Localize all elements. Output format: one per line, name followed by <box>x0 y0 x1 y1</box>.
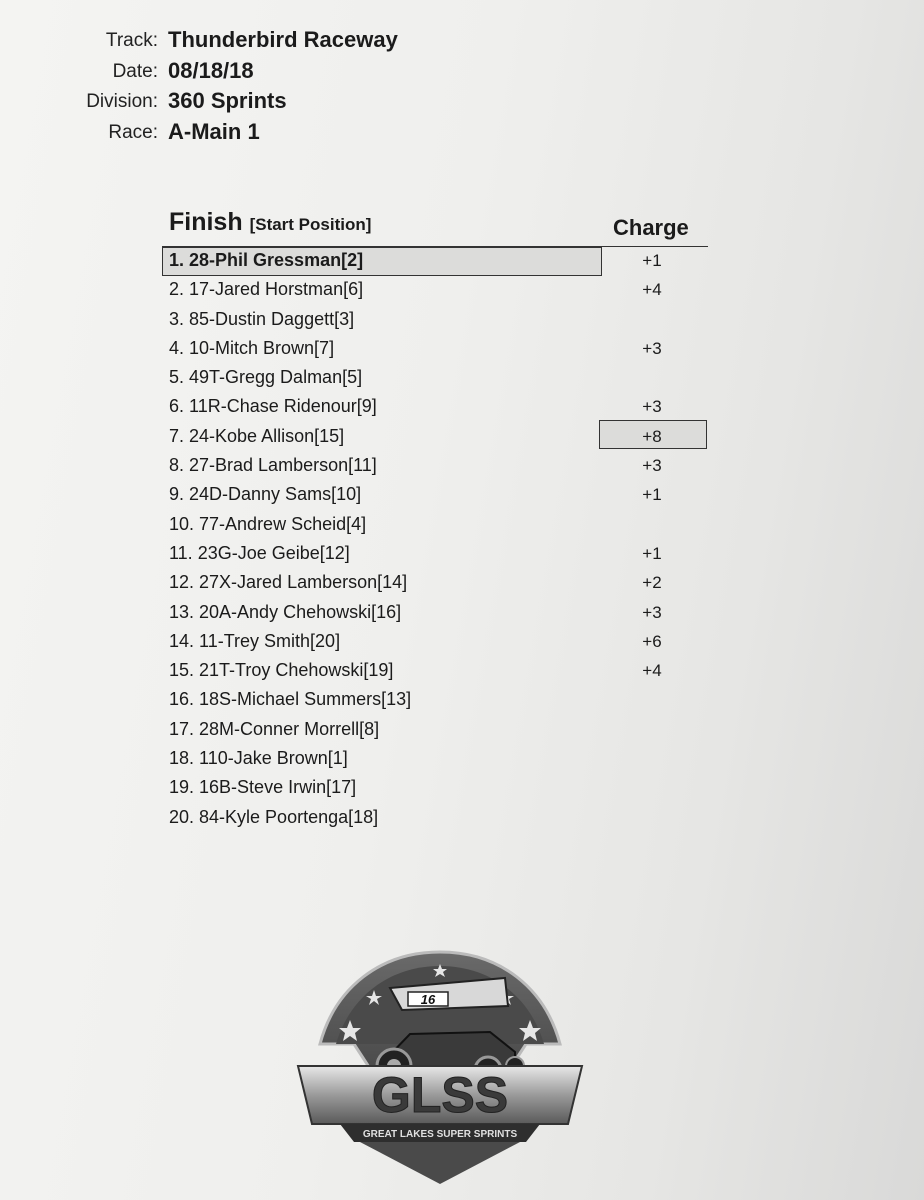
driver-name: 13. 20A-Andy Chehowski[16] <box>169 601 402 622</box>
charge-value: +6 <box>642 631 662 651</box>
charge-value: +3 <box>642 456 662 476</box>
glss-logo <box>290 948 590 1188</box>
result-row <box>162 599 708 628</box>
driver-name: 11. 23G-Joe Geibe[12] <box>169 542 350 563</box>
driver-name: 18. 110-Jake Brown[1] <box>169 748 348 769</box>
result-row <box>162 569 708 598</box>
result-row <box>162 364 708 393</box>
charge-value: +3 <box>642 397 662 417</box>
driver-name: 6. 11R-Chase Ridenour[9] <box>169 396 377 417</box>
date-label: Date: <box>112 60 158 82</box>
driver-name: 2. 17-Jared Horstman[6] <box>169 279 364 300</box>
driver-name: 8. 27-Brad Lamberson[11] <box>169 455 377 476</box>
driver-name: 3. 85-Dustin Daggett[3] <box>169 308 355 329</box>
driver-name: 17. 28M-Conner Morrell[8] <box>169 718 380 739</box>
charge-value: +1 <box>642 543 662 563</box>
results-rows <box>162 247 708 833</box>
charge-value: +1 <box>642 485 662 505</box>
results-table <box>162 206 708 833</box>
charge-value: +4 <box>642 280 662 300</box>
result-row <box>162 540 708 569</box>
driver-name: 4. 10-Mitch Brown[7] <box>169 337 335 358</box>
division-label: Division: <box>86 91 158 112</box>
charge-value: +8 <box>642 426 662 446</box>
start-position-label: [Start Position] <box>249 215 372 234</box>
result-row <box>162 306 708 335</box>
result-row <box>162 247 708 276</box>
driver-name: 15. 21T-Troy Chehowski[19] <box>169 660 394 681</box>
division-value: 360 Sprints <box>168 88 287 113</box>
charge-value: +4 <box>642 661 662 681</box>
driver-name: 12. 27X-Jared Lamberson[14] <box>169 572 408 593</box>
driver-name: 10. 77-Andrew Scheid[4] <box>169 513 367 534</box>
result-row <box>162 452 708 481</box>
driver-name: 5. 49T-Gregg Dalman[5] <box>169 367 363 388</box>
finish-label: Finish <box>169 208 243 236</box>
result-row <box>162 657 708 686</box>
track-label: Track: <box>105 30 158 51</box>
charge-value: +3 <box>642 602 662 622</box>
charge-value: +1 <box>642 251 662 270</box>
track-value: Thunderbird Raceway <box>168 27 398 52</box>
race-label: Race: <box>108 121 158 143</box>
result-row <box>162 335 708 364</box>
charge-value: +3 <box>642 338 662 358</box>
driver-name: 1. 28-Phil Gressman[2] <box>169 250 364 270</box>
results-header <box>162 206 708 247</box>
result-row <box>162 511 708 540</box>
result-row <box>162 276 708 305</box>
logo-tagline: GREAT LAKES SUPER SPRINTS <box>362 1129 518 1140</box>
driver-name: 16. 18S-Michael Summers[13] <box>169 689 412 710</box>
result-row <box>162 393 708 422</box>
result-row <box>162 481 708 510</box>
result-row <box>162 628 708 657</box>
race-value: A-Main 1 <box>168 118 260 144</box>
finish-heading <box>169 208 371 237</box>
logo-text: GLSS <box>371 1067 509 1123</box>
date-value: 08/18/18 <box>168 57 254 83</box>
logo-car-number: 16 <box>420 992 436 1007</box>
charge-value: +2 <box>642 573 662 593</box>
driver-name: 19. 16B-Steve Irwin[17] <box>169 777 357 798</box>
result-row <box>162 774 708 803</box>
result-row <box>162 423 708 452</box>
driver-name: 7. 24-Kobe Allison[15] <box>169 425 345 446</box>
driver-name: 20. 84-Kyle Poortenga[18] <box>169 806 379 827</box>
result-row <box>162 804 708 833</box>
result-row <box>162 745 708 774</box>
driver-name: 9. 24D-Danny Sams[10] <box>169 484 362 505</box>
charge-heading: Charge <box>613 215 689 240</box>
result-row <box>162 686 708 715</box>
driver-name: 14. 11-Trey Smith[20] <box>169 630 341 651</box>
result-row <box>162 716 708 745</box>
